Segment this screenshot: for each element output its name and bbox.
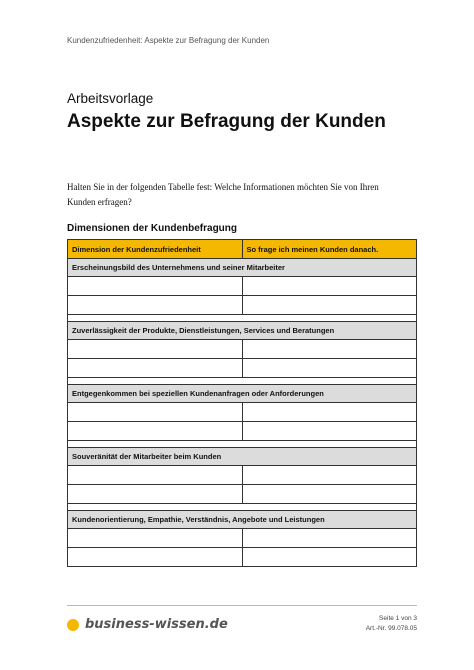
brand-logo xyxy=(67,617,228,632)
running-header: Kundenzufriedenheit: Aspekte zur Befragung der Kunden xyxy=(67,36,270,45)
table-row xyxy=(68,277,417,296)
dimension-label: Souveränität der Mitarbeiter beim Kunden xyxy=(68,448,417,466)
question-entry-cell[interactable] xyxy=(242,548,417,567)
dimension-row xyxy=(68,259,417,277)
column-header-dimension: Dimension der Kundenzufriedenheit xyxy=(68,240,243,259)
survey-table xyxy=(67,239,417,567)
dimension-entry-cell[interactable] xyxy=(68,485,243,504)
question-entry-cell[interactable] xyxy=(242,422,417,441)
question-entry-cell[interactable] xyxy=(242,340,417,359)
table-row xyxy=(68,403,417,422)
row-spacer xyxy=(68,441,417,448)
dimension-row xyxy=(68,322,417,340)
dimension-entry-cell[interactable] xyxy=(68,422,243,441)
column-header-question: So frage ich meinen Kunden danach. xyxy=(242,240,417,259)
question-entry-cell[interactable] xyxy=(242,466,417,485)
document-type: Arbeitsvorlage xyxy=(67,91,154,106)
dimension-label: Entgegenkommen bei speziellen Kundenanfragen oder Anforderungen xyxy=(68,385,417,403)
page-title: Aspekte zur Befragung der Kunden xyxy=(67,111,386,132)
table-row xyxy=(68,466,417,485)
dimension-row xyxy=(68,385,417,403)
question-entry-cell[interactable] xyxy=(242,403,417,422)
table-row xyxy=(68,359,417,378)
dimension-entry-cell[interactable] xyxy=(68,466,243,485)
spacer-cell xyxy=(68,441,417,448)
page-number: Seite 1 von 3 xyxy=(379,615,417,622)
dimension-entry-cell[interactable] xyxy=(68,529,243,548)
spacer-cell xyxy=(68,504,417,511)
article-number: Art.-Nr. 99.078.05 xyxy=(365,625,417,632)
spacer-cell xyxy=(68,378,417,385)
dimension-row xyxy=(68,448,417,466)
table-row xyxy=(68,340,417,359)
spacer-cell xyxy=(68,315,417,322)
question-entry-cell[interactable] xyxy=(242,529,417,548)
page-meta xyxy=(366,614,417,634)
question-entry-cell[interactable] xyxy=(242,296,417,315)
footer-divider xyxy=(67,605,417,606)
dimension-entry-cell[interactable] xyxy=(68,548,243,567)
brand-name: business-wissen.de xyxy=(85,617,228,632)
table-row xyxy=(68,529,417,548)
section-heading: Dimensionen der Kundenbefragung xyxy=(67,223,238,234)
table-row xyxy=(68,485,417,504)
table-header-row xyxy=(68,240,417,259)
row-spacer xyxy=(68,504,417,511)
question-entry-cell[interactable] xyxy=(242,277,417,296)
dimension-entry-cell[interactable] xyxy=(68,403,243,422)
question-entry-cell[interactable] xyxy=(242,359,417,378)
table-row xyxy=(68,296,417,315)
table-row xyxy=(68,548,417,567)
brand-dot-icon xyxy=(67,619,79,631)
table-row xyxy=(68,422,417,441)
dimension-label: Erscheinungsbild des Unternehmens und seiner Mitarbeiter xyxy=(68,259,417,277)
dimension-row xyxy=(68,511,417,529)
dimension-entry-cell[interactable] xyxy=(68,359,243,378)
dimension-entry-cell[interactable] xyxy=(68,296,243,315)
row-spacer xyxy=(68,315,417,322)
question-entry-cell[interactable] xyxy=(242,485,417,504)
row-spacer xyxy=(68,378,417,385)
dimension-entry-cell[interactable] xyxy=(68,340,243,359)
dimension-entry-cell[interactable] xyxy=(68,277,243,296)
dimension-label: Kundenorientierung, Empathie, Verständnis, Angebote und Leistungen xyxy=(68,511,417,529)
intro-text: Halten Sie in der folgenden Tabelle fest: Welche Informationen möchten Sie von Ihren Kunden erfragen? xyxy=(67,182,379,207)
dimension-label: Zuverlässigkeit der Produkte, Dienstleistungen, Services und Beratungen xyxy=(68,322,417,340)
